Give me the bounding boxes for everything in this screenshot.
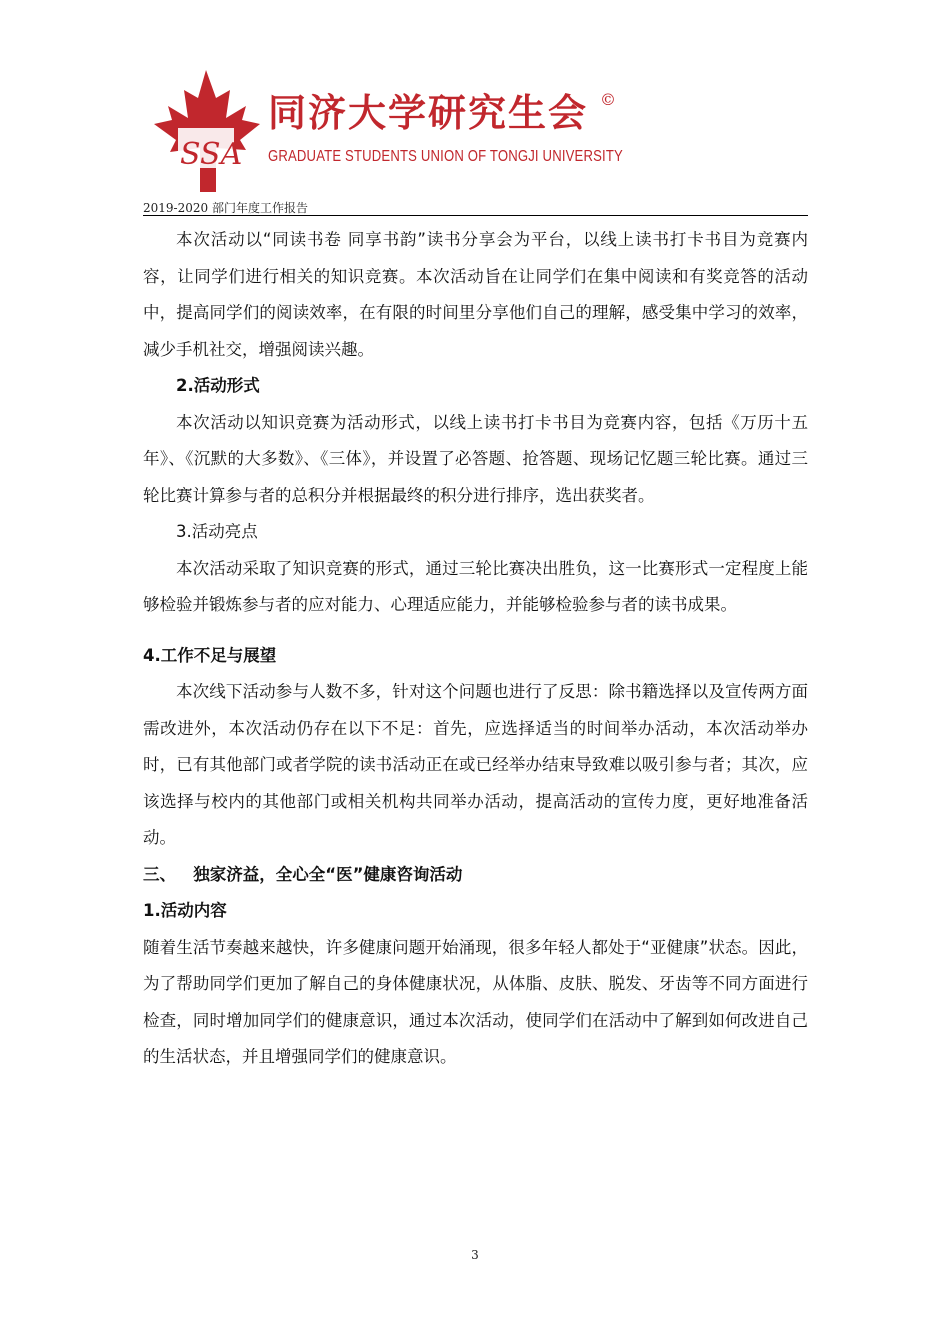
header-logo xyxy=(150,68,640,196)
paragraph-activity-highlights: 本次活动采取了知识竞赛的形式，通过三轮比赛决出胜负，这一比赛形式一定程度上能够检验并锻炼参与者的应对能力、心理适应能力，并能够检验参与者的读书成果。 xyxy=(143,558,808,614)
org-name-cn: 同济大学研究生会 xyxy=(268,90,589,135)
spacer xyxy=(143,624,808,638)
paragraph-shortcomings: 本次线下活动参与人数不多，针对这个问题也进行了反思：除书籍选择以及宣传两方面需改进外，本次活动仍存在以下不足：首先，应选择适当的时间举办活动，本次活动举办时，已有其他部门或者学院的读书活动正在或已经举办结束导致难以吸引参与者；其次，应该选择与校内的其他部门或相关机构共同举办活动，提高活动的宣传力度，更好地准备活动。 xyxy=(143,682,808,847)
document-body xyxy=(143,222,808,1076)
paragraph-activity-content: 随着生活节奏越来越快，许多健康问题开始涌现，很多年轻人都处于“亚健康”状态。因此，为了帮助同学们更加了解自己的身体健康状况，从体脂、皮肤、脱发、牙齿等不同方面进行检查，同时增加同学们的健康意识，通过本次活动，使同学们在活动中了解到如何改进自己的生活状态，并且增强同学们的健康意识。 xyxy=(143,937,808,1066)
page-number: 3 xyxy=(471,1248,479,1262)
heading-activity-format: 2.活动形式 xyxy=(176,376,260,395)
section-three-title: 三、 独家济益，全心全“医”健康咨询活动 xyxy=(143,864,463,884)
maple-leaf-logo-icon xyxy=(150,68,262,196)
heading-shortcomings: 4.工作不足与展望 xyxy=(143,645,277,665)
heading-activity-content: 1.活动内容 xyxy=(143,901,227,920)
heading-activity-highlights: 3.活动亮点 xyxy=(176,522,258,541)
header-divider xyxy=(143,215,808,216)
paragraph-activity-format: 本次活动以知识竞赛为活动形式，以线上读书打卡书目为竞赛内容，包括《万历十五年》、《沉默的大多数》、《三体》，并设置了必答题、抢答题、现场记忆题三轮比赛。通过三轮比赛计算参与者的总积分并根据最终的积分进行排序，选出获奖者。 xyxy=(143,412,808,505)
org-name-en: GRADUATE STUDENTS UNION OF TONGJI UNIVERSITY xyxy=(268,148,623,165)
report-title: 2019-2020 部门年度工作报告 xyxy=(143,201,308,215)
copyright-mark: © xyxy=(600,90,616,109)
svg-text:SSA: SSA xyxy=(180,137,243,172)
paragraph-activity-purpose: 本次活动以“同读书卷 同享书韵”读书分享会为平台，以线上读书打卡书目为竞赛内容，让同学们进行相关的知识竞赛。本次活动旨在让同学们在集中阅读和有奖竞答的活动中，提高同学们的阅读效率，在有限的时间里分享他们自己的理解，感受集中学习的效率，减少手机社交，增强阅读兴趣。 xyxy=(143,230,808,359)
